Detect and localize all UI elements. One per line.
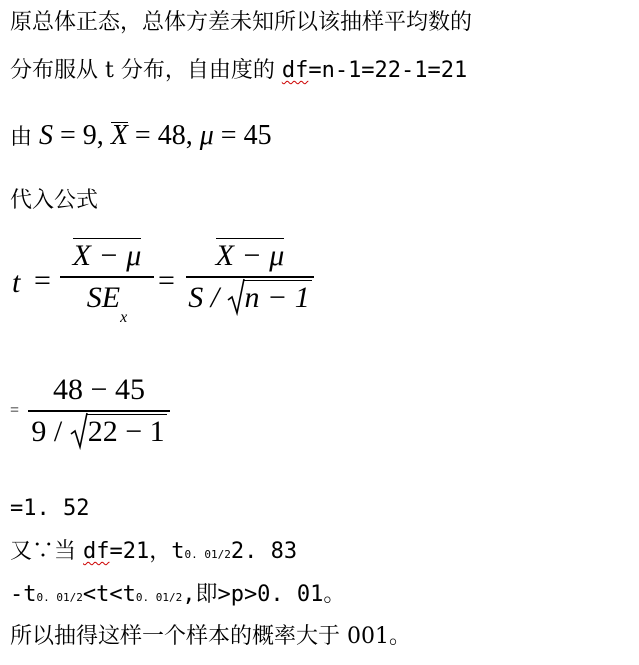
ineq-sub-2: 0. 01/2 (135, 591, 183, 604)
fraction-1-denominator (87, 278, 127, 330)
radicand-22-minus-1: 22 − 1 (87, 414, 165, 448)
mu-symbol: μ (199, 120, 214, 151)
t-symbol: t (12, 266, 21, 299)
se-text: SE (86, 280, 121, 314)
t-critical-value: 2. 83 (230, 539, 298, 564)
ineq-part-b: <t<t (82, 582, 136, 607)
fraction-2-numerator (216, 236, 285, 276)
fraction-1 (60, 236, 154, 330)
df-value: =n-1=22-1=21 (308, 58, 468, 83)
ineq-sub-1: 0. 01/2 (36, 591, 83, 604)
df-suffix: =21，t (109, 539, 185, 564)
equals-sign-small: = (10, 402, 20, 419)
df-label: df (281, 58, 309, 83)
radical-sign-icon (70, 412, 88, 450)
radicand-n-minus-1: n − 1 (244, 280, 310, 314)
sqrt-22-minus-1 (70, 412, 167, 452)
conclusion-line: 所以抽得这样一个样本的概率大于 001。 (10, 624, 411, 649)
t-subscript: 0. 01/2 (184, 548, 231, 561)
given-values-line (10, 116, 272, 158)
fraction-2-numerator-text: X − μ (215, 239, 285, 272)
inequality-line (10, 580, 345, 613)
sqrt-n-minus-1 (227, 278, 312, 318)
s-symbol: S (39, 120, 54, 151)
fraction-1-numerator-text: X − μ (72, 239, 142, 272)
nine-over: 9 / (31, 414, 63, 448)
df-prefix: 又∵当 (10, 539, 83, 564)
ineq-part-c: ,即>p>0. 01。 (182, 582, 346, 607)
line2-prefix: 分布服从 t 分布，自由度的 (10, 58, 282, 83)
se-subscript: x (120, 308, 128, 326)
radical-sign-icon (227, 278, 245, 316)
fraction-2-denominator (188, 278, 312, 318)
result-line: =1. 52 (10, 496, 90, 521)
x-bar-symbol: X (110, 120, 128, 151)
fraction-1-numerator (73, 236, 142, 276)
critical-value-line (10, 537, 297, 570)
s-over: S / (188, 280, 220, 314)
substitute-label: 代入公式 (10, 188, 99, 213)
fraction-3 (28, 370, 170, 452)
given-prefix: 由 (10, 125, 33, 150)
fraction-2 (186, 236, 314, 318)
intro-line-2 (10, 56, 467, 86)
intro-line-1: 原总体正态，总体方差未知所以该抽样平均数的 (10, 10, 473, 35)
equals-sign-1: = (34, 264, 51, 297)
x-bar-value: = 48, (127, 120, 193, 151)
equals-sign-2: = (158, 264, 175, 297)
fraction-3-numerator: 48 − 45 (53, 373, 145, 406)
fraction-3-denominator (31, 412, 166, 452)
df-label-2: df (83, 539, 110, 564)
s-value: = 9, (53, 120, 104, 151)
ineq-part-a: -t (10, 582, 37, 607)
mu-value: = 45 (213, 120, 272, 151)
